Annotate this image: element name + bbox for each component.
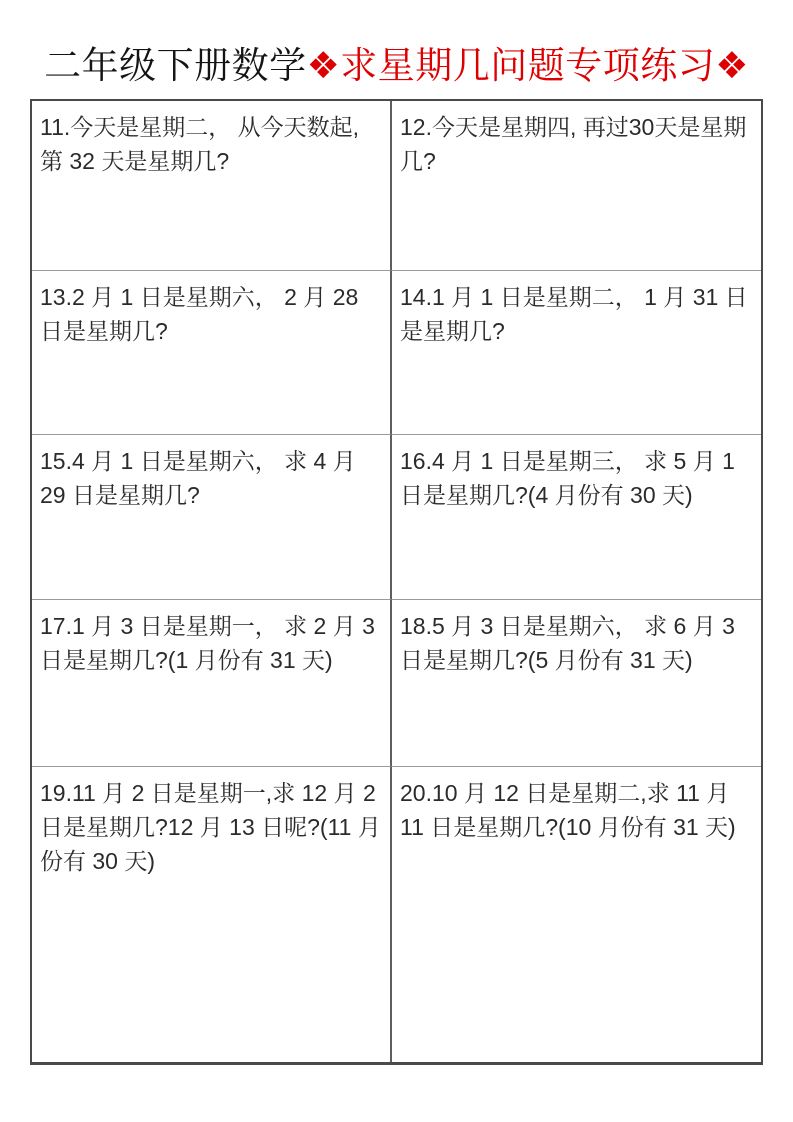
problem-cell-12	[392, 101, 761, 271]
problem-text-19: 19.11 月 2 日是星期一,求 12 月 2 日是星期几?12 月 13 日呢?(11 月份有 30 天)	[40, 780, 381, 874]
title-topic-label: ❖求星期几问题专项练习❖	[306, 45, 749, 86]
problem-cell-11	[32, 101, 392, 271]
problem-cell-17	[32, 600, 392, 767]
problem-text-13: 13.2 月 1 日是星期六， 2 月 28 日是星期几?	[40, 284, 359, 344]
problem-cell-14	[392, 271, 761, 435]
problem-text-16: 16.4 月 1 日是星期三， 求 5 月 1 日是星期几?(4 月份有 30 天)	[400, 448, 735, 508]
problem-text-17: 17.1 月 3 日是星期一， 求 2 月 3 日是星期几?(1 月份有 31 天)	[40, 613, 375, 673]
problem-cell-20	[392, 767, 761, 1062]
problem-text-11: 11.今天是星期二， 从今天数起, 第 32 天是星期几?	[40, 114, 360, 174]
problem-text-20: 20.10 月 12 日是星期二,求 11 月 11 日是星期几?(10 月份有 31 天)	[400, 780, 736, 840]
title-grade-label: 二年级下册数学	[44, 45, 307, 86]
problem-cell-18	[392, 600, 761, 767]
problem-cell-16	[392, 435, 761, 600]
problem-text-15: 15.4 月 1 日是星期六， 求 4 月 29 日是星期几?	[40, 448, 356, 508]
page-title	[30, 42, 763, 90]
problems-table	[30, 99, 763, 1065]
problem-text-14: 14.1 月 1 日是星期二， 1 月 31 日是星期几?	[400, 284, 748, 344]
problem-cell-19	[32, 767, 392, 1062]
problem-text-18: 18.5 月 3 日是星期六， 求 6 月 3 日是星期几?(5 月份有 31 天)	[400, 613, 735, 673]
problem-text-12: 12.今天是星期四, 再过30天是星期几?	[400, 114, 747, 174]
problem-cell-15	[32, 435, 392, 600]
problem-cell-13	[32, 271, 392, 435]
